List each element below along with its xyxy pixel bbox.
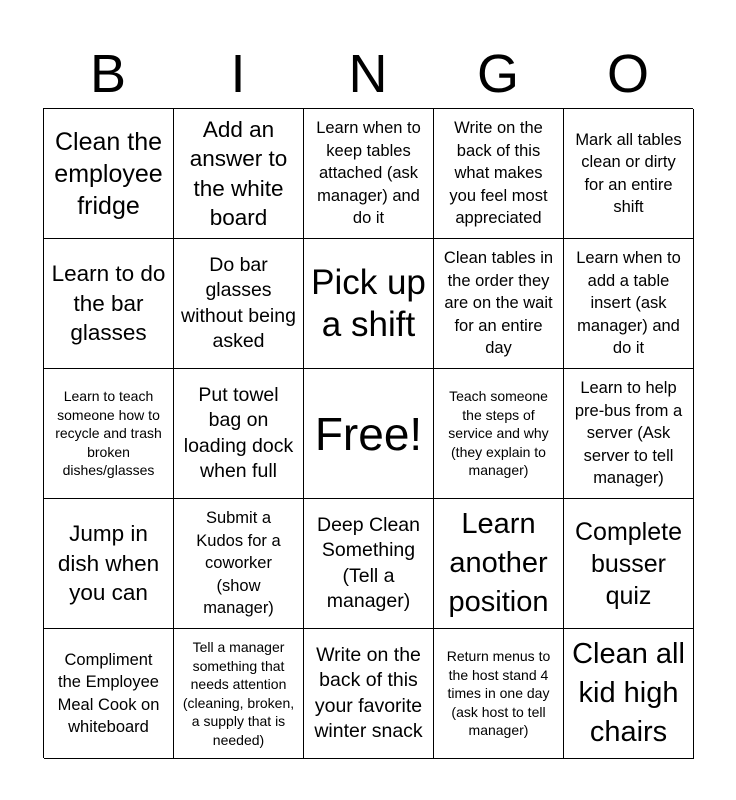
cell-text: Learn when to add a table insert (ask manager) and do it [576,249,681,358]
free-space-cell[interactable] [304,369,434,499]
cell-text: Clean tables in the order they are on the wait for an entire day [443,249,554,358]
cell-text: Write on the back of this your favorite winter snack [314,643,423,742]
cell-text: Put towel bag on loading dock when full [183,383,294,482]
cell-text: Teach someone the steps of service and why (they explain to manager) [448,388,549,479]
header-letter-n: N [348,44,388,104]
bingo-cell[interactable] [174,239,304,369]
cell-text: Clean the employee fridge [54,127,163,220]
bingo-cell[interactable] [174,109,304,239]
bingo-cell[interactable] [434,109,564,239]
bingo-cell[interactable] [304,629,434,759]
bingo-board [43,108,693,758]
free-space-text: Free! [314,407,423,460]
cell-text: Learn to teach someone how to recycle and trash broken dishes/glasses [55,388,162,479]
cell-text: Jump in dish when you can [57,521,160,606]
cell-text: Tell a manager something that needs attention (cleaning, broken, a supply that is needed) [182,639,295,748]
bingo-cell[interactable] [564,109,694,239]
bingo-cell[interactable] [434,369,564,499]
bingo-cell[interactable] [304,499,434,629]
cell-text: Mark all tables clean or dirty for an entire shift [575,130,682,216]
bingo-header [43,40,693,108]
header-letter-o: O [606,44,649,104]
bingo-cell[interactable] [434,629,564,759]
cell-text: Pick up a shift [311,262,426,344]
bingo-cell[interactable] [564,369,694,499]
bingo-cell[interactable] [304,239,434,369]
header-letter-b: B [89,44,127,104]
cell-text: Compliment the Employee Meal Cook on whiteboard [57,650,160,736]
bingo-cell[interactable] [564,629,694,759]
header-letter-i: I [230,44,246,104]
bingo-cell[interactable] [434,239,564,369]
bingo-cell[interactable] [44,499,174,629]
cell-text: Learn another position [448,508,549,618]
bingo-cell[interactable] [44,629,174,759]
bingo-cell[interactable] [174,369,304,499]
bingo-cell[interactable] [174,499,304,629]
cell-text: Do bar glasses without being asked [181,253,296,352]
cell-text: Clean all kid high chairs [572,638,685,748]
cell-text: Learn when to keep tables attached (ask manager) and do it [316,119,421,228]
cell-text: Deep Clean Something (Tell a manager) [317,513,420,612]
cell-text: Write on the back of this what makes you feel most appreciated [449,119,548,228]
bingo-cell[interactable] [44,239,174,369]
cell-text: Learn to do the bar glasses [51,261,166,346]
bingo-cell[interactable] [434,499,564,629]
bingo-cell[interactable] [44,369,174,499]
bingo-cell[interactable] [174,629,304,759]
bingo-cell[interactable] [44,109,174,239]
cell-text: Add an answer to the white board [189,116,288,230]
bingo-cell[interactable] [564,239,694,369]
header-letter-g: G [476,44,519,104]
cell-text: Return menus to the host stand 4 times in one day (ask host to tell manager) [446,648,551,739]
cell-text: Complete busser quiz [575,517,682,610]
cell-text: Learn to help pre-bus from a server (Ask server to tell manager) [574,379,683,488]
cell-text: Submit a Kudos for a coworker (show manager) [196,509,281,618]
bingo-cell[interactable] [564,499,694,629]
bingo-cell[interactable] [304,109,434,239]
